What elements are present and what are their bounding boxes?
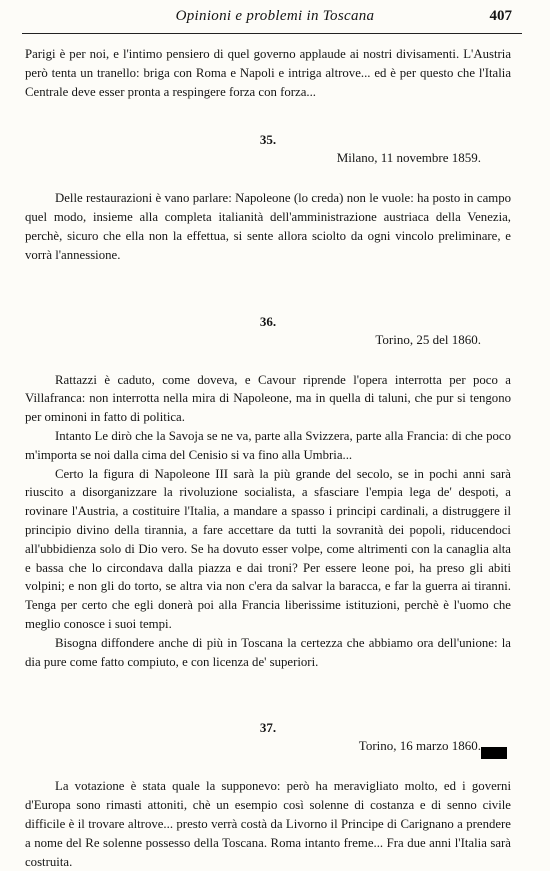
- letter-number-36: 36.: [259, 313, 277, 329]
- redaction-mark: [481, 747, 507, 759]
- letter-number-35: 35.: [259, 132, 277, 148]
- letter-36-paragraph-3: Certo la figura di Napoleone III sarà la più grande del secolo, se in pochi anni sarà riuscito a disorganizzare la rivoluzione socialista, a sfasciare l'empia lega de' despoti, a rovinare l'Austria, a costituire l'Italia, a mandare a spasso i principi cardinali, a distruggere il principio divino della tirannia, a fare accettare da tutti la sovranità dei popoli, riducendoci all'ubbidienza solo di Dio vero. Se ha dovuto esser volpe, come altrimenti con la canaglia alta e bassa che lo circondava dalla piazza e dai troni? Per essere leone poi, ha preso gli abiti volpini; e non gli do torto, se altra via non c'era da salvar la baracca, e far la guerra ai tiranni. Tenga per certo che egli donerà poi alla Francia liberissime istituzioni, perchè è l'uomo che meglio conosce i suoi tempi.: [25, 466, 511, 631]
- header-rule: [22, 33, 522, 34]
- intro-paragraph: Parigi è per noi, e l'intimo pensiero di quel governo applaude ai nostri divisamenti. L'Austria però tenta un tranello: briga con Roma e Napoli e intriga altrove... ed è per questo che l'Italia Centrale deve esser pronta a respingere forza con forza...: [25, 47, 511, 99]
- page-number: 407: [489, 8, 512, 24]
- page-header: [0, 8, 550, 30]
- running-title: Opinioni e problemi in Toscana: [175, 8, 375, 24]
- letter-36-paragraph-2: Intanto Le dirò che la Savoja se ne va, parte alla Svizzera, parte alla Francia: di che poco m'importa se noi dalla cima del Cenisio si va fino alla Umbria...: [25, 428, 511, 462]
- letter-36-paragraph-4: Bisogna diffondere anche di più in Toscana la certezza che abbiamo ora dell'unione: la dia pure come fatto compiuto, e con licenza de' superiori.: [25, 635, 511, 669]
- letter-date-37: Torino, 16 marzo 1860.: [358, 738, 481, 754]
- letter-37-paragraph: La votazione è stata quale la supponevo: però ha meravigliato molto, ed i governi d'Europa sono rimasti attoniti, chè un esempio così solenne di costanza e di senno civile difficile è il trovare altrove... presto verrà costà da Livorno il Principe di Carignano a prendere a nome del Re solenne possesso della Toscana. Roma intanto freme... Fra due anni l'Italia sarà costruita.: [25, 779, 511, 869]
- letter-35-paragraph: Delle restaurazioni è vano parlare: Napoleone (lo creda) non le vuole: ha posto in campo quel modo, insieme alla completa italianità dell'amministrazione austriaca della Venezia, perchè, sicuro che ella non la effettua, si sente allora sciolto da ogni vincolo preliminare, e vorrà l'annessione.: [25, 191, 511, 262]
- letter-number-37: 37.: [259, 720, 277, 736]
- letter-date-35: Milano, 11 novembre 1859.: [336, 150, 481, 166]
- letter-date-36: Torino, 25 del 1860.: [375, 331, 481, 347]
- page-body: [25, 45, 511, 871]
- letter-36-paragraph-1: Rattazzi è caduto, come doveva, e Cavour riprende l'opera interrotta per poco a Villafranca: non interrotta nella mira di Napoleone, ma in quella di taluni, che pur si tengono per ominoni in fatto di politica.: [25, 372, 511, 425]
- letter-date-37-wrapper: [25, 737, 511, 755]
